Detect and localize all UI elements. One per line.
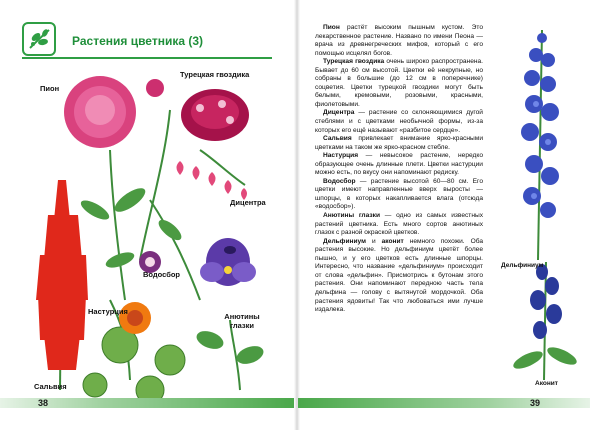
page-number: 38 (38, 398, 49, 408)
paragraph-dicentra: Дицентра — растение со склоняющимися дугой стеблями и с цветками необычной формы, из-за которых его ещё называют «разбитое сердце». (315, 109, 483, 134)
peony-flower (64, 76, 164, 148)
label-aquilegia: Водосбор (143, 270, 181, 279)
term: Дицентра (323, 109, 355, 117)
term: Настурция (323, 152, 359, 160)
term: Сальвия (323, 135, 352, 143)
term: Турецкая гвоздика (323, 58, 385, 66)
page-number: 39 (530, 398, 541, 408)
label-delphinium: Дельфиниум (501, 262, 544, 269)
paragraph-salvia: Сальвия привлекает внимание ярко-красными цветками на таком же ярко-красном стебле. (315, 135, 483, 151)
pansy-flower (200, 238, 256, 286)
label-pansy: Анютины глазки (224, 312, 260, 330)
label-salvia: Сальвия (34, 382, 67, 391)
term: аконит (381, 237, 404, 245)
footer-bar (298, 398, 590, 408)
delphinium-aconite-illustration (490, 0, 590, 400)
salvia-flower (36, 180, 88, 370)
term: Пион (323, 24, 340, 31)
label-dicentra: Дицентра (230, 198, 266, 207)
label-carnation: Турецкая гвоздика (180, 70, 250, 79)
paragraph-peony: Пион растёт высоким пышным кустом. Это лекарственное растение. Названо по имени Пеона — врача из древнегреческих мифов, который с его помощью исцелял богов. (315, 24, 483, 57)
label-aconite: Аконит (535, 380, 558, 387)
carnation-flower (181, 89, 249, 141)
term: Дельфиниум (323, 237, 367, 245)
paragraph-delphinium: Дельфиниум и аконит немного похожи. Оба растения высокие. Но дельфиниум цветёт более пышно, и у его цветков есть длинные шпорцы. Интересно, что название «дельфиниум» происходит от слова «дельфин». Присмотрись к бутонам этого растения. Они напоминают передною часть тела дельфина — голову с вытянутой мордочкой. Оба растения ядовиты! Так что любоваться ими лучше издалека. (315, 237, 483, 314)
term: Анютины глазки (323, 212, 380, 220)
right-page (298, 0, 590, 430)
label-peony: Пион (40, 84, 60, 93)
text-column (315, 24, 483, 315)
term: Водосбор (323, 177, 356, 185)
page-title: Растения цветника (3) (72, 34, 203, 48)
paragraph-nasturtium: Настурция — невысокое растение, нередко образующее очень длинные плети. Цветки настурции можно есть, по вкусу они напоминают редиску. (315, 152, 483, 177)
paragraph-aquilegia: Водосбор — растение высотой 60—80 см. Его цветки имеют направленные вверх выросты — шпорцы, в которых накапливается влага (отсюда «водосбор»). (315, 177, 483, 211)
paragraph-pansy: Анютины глазки — одно из самых известных растений цветника. Есть много сортов анютиных глазок с разной окраской цветков. (315, 212, 483, 237)
paragraph-carnation: Турецкая гвоздика очень широко распространена. Бывает до 60 см высотой. Цветки её некрупные, но собраны в большие (до 12 см в поперечнике) соцветия. Цветки турецкой гвоздики могут быть белыми, кремовыми, розовыми, красными, фиолетовыми. (315, 58, 483, 108)
label-nasturtium: Настурция (88, 307, 128, 316)
